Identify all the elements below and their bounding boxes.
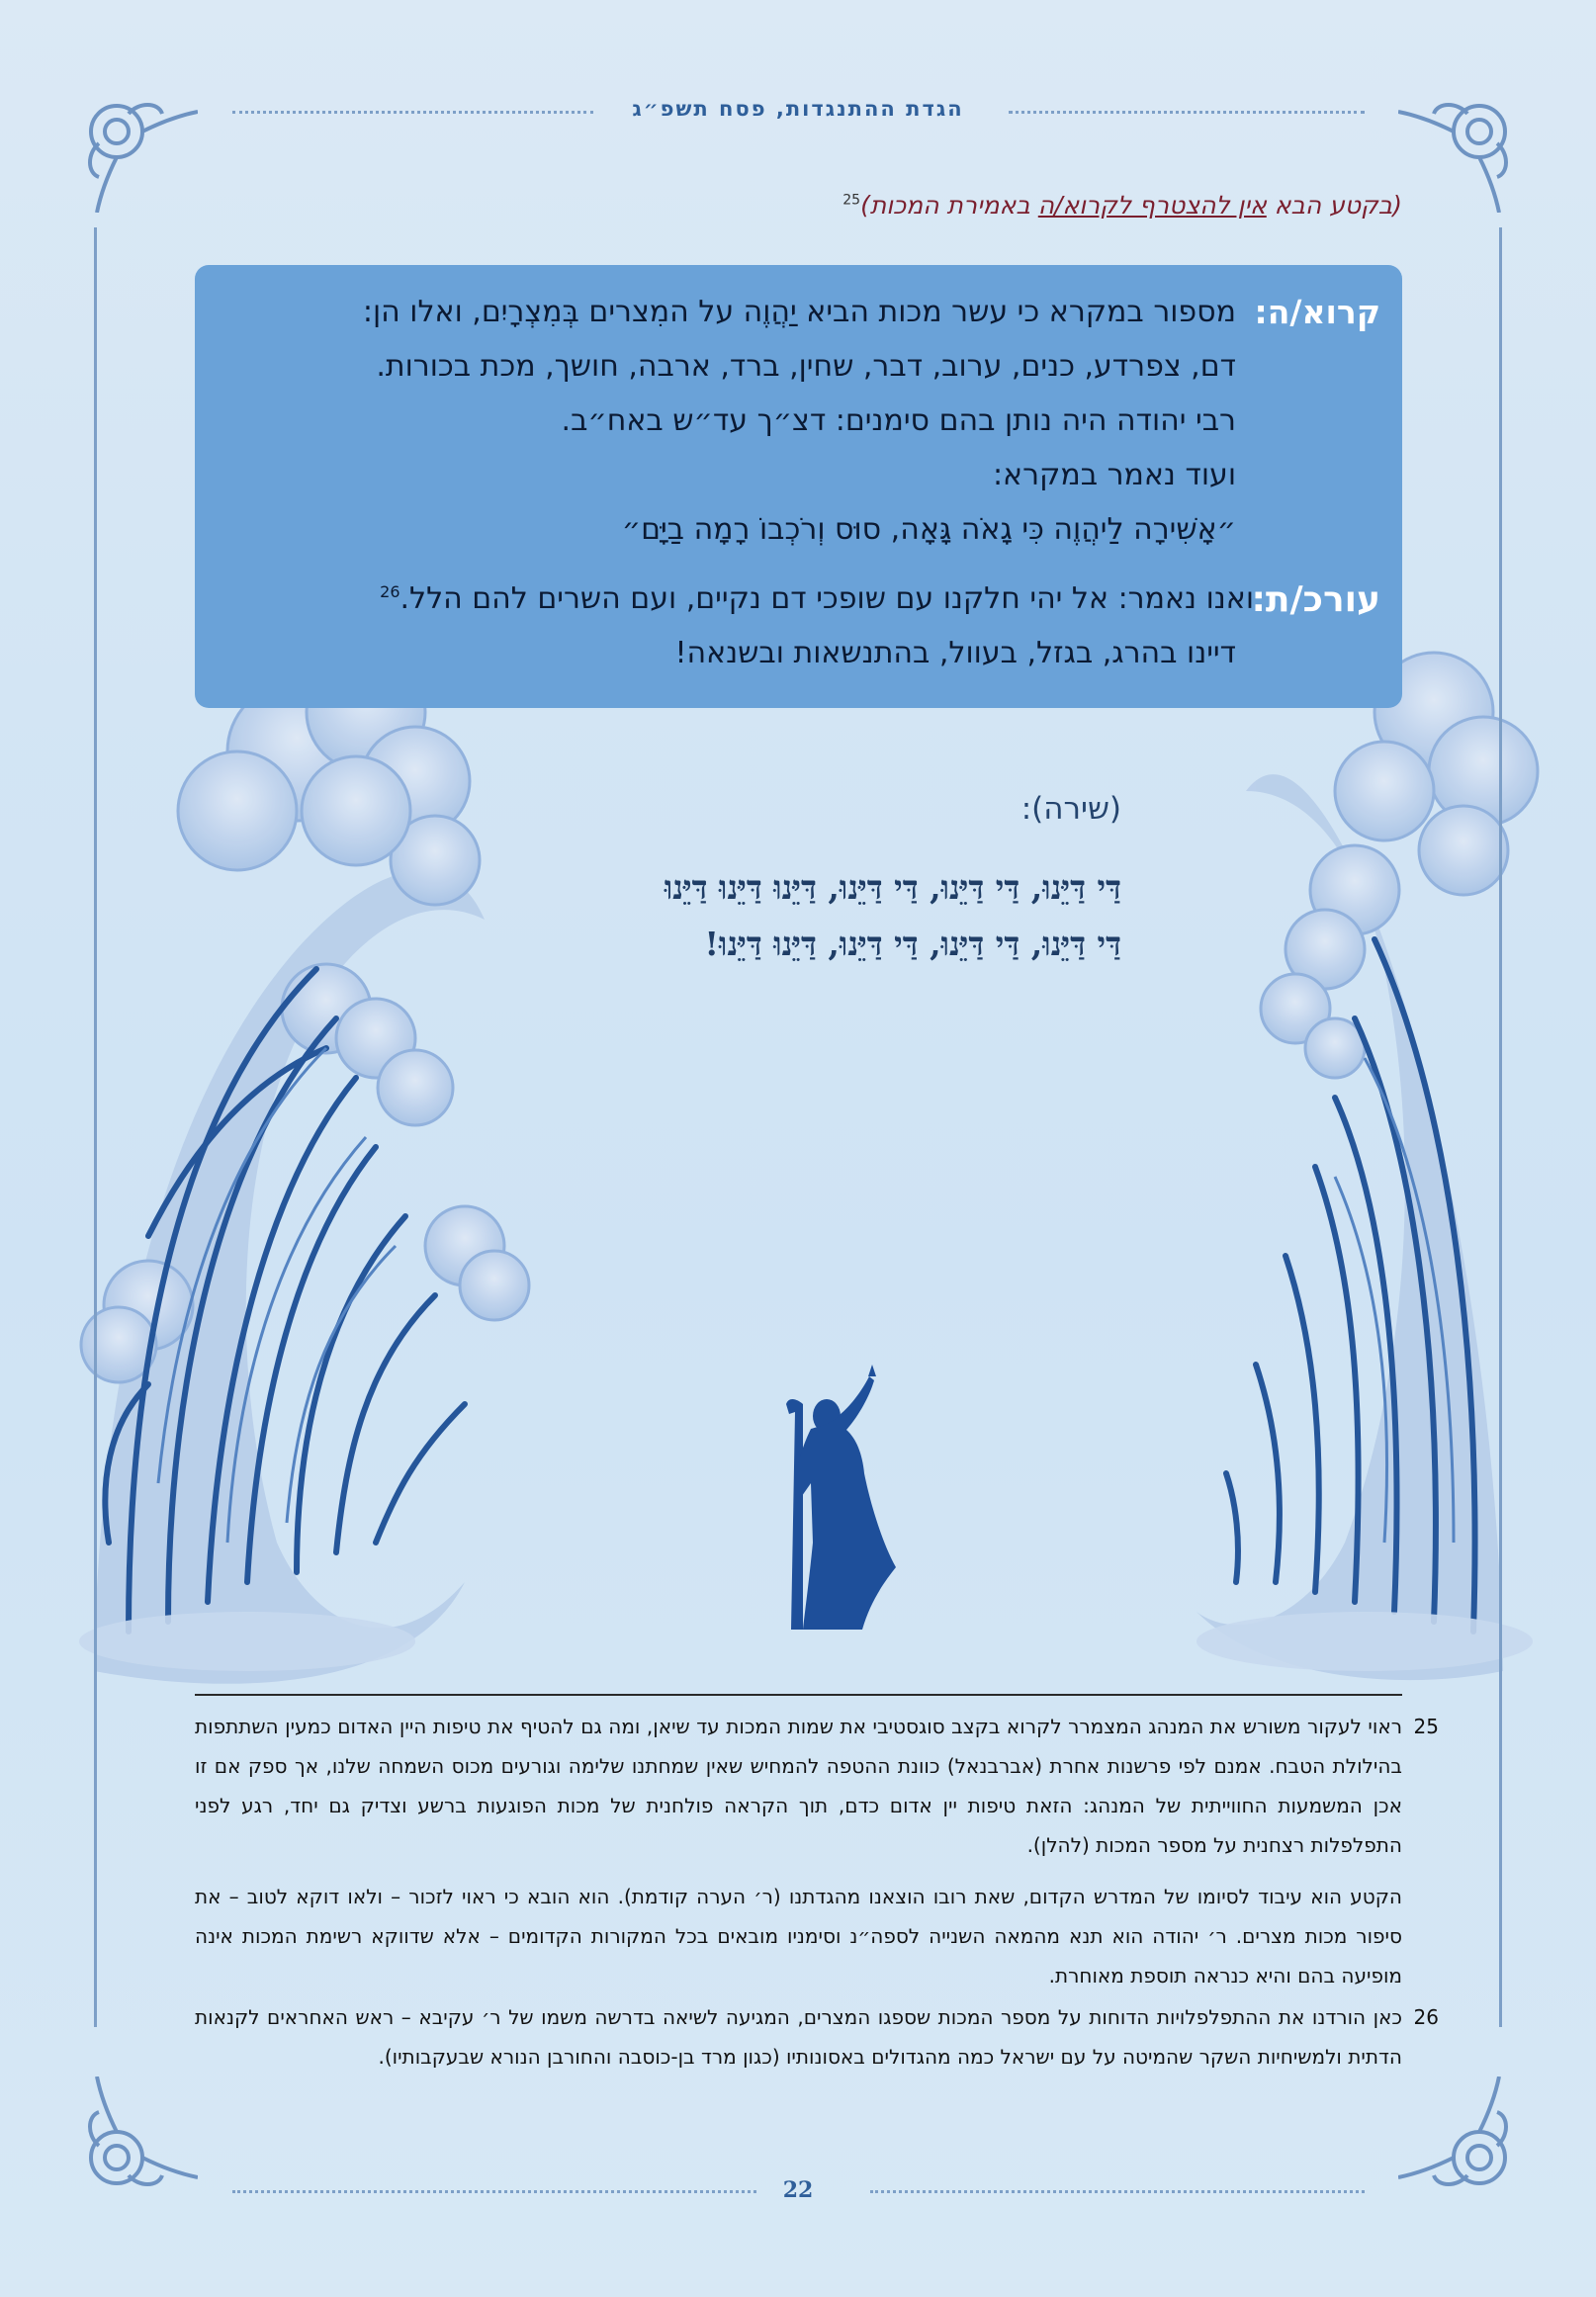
- left-wave: [81, 653, 529, 1684]
- reader-line: דם, צפרדע, כנים, ערוב, דבר, שחין, ברד, ארבה, חושך, מכת בכורות.: [376, 349, 1236, 384]
- reader-line: ועוד נאמר במקרא:: [992, 458, 1236, 492]
- footnote-paragraph: הקטע הוא עיבוד לסיומו של המדרש הקדום, שאת רובו הוצאנו מהגדתנו (ר׳ הערה קודמת). הוא הובא כי ראוי לזכור – ולאו דוקא לטוב – את סיפור מכות מצרים. ר׳ יהודה הוא תנא מהמאה השנייה לספה״נ וסימניו מובאים בכל המקורות הקדומים – אלא שדווקא רשימת המכות אינה מופיעה בהם והיא כנראה תוספת מאוחרת.: [195, 1885, 1402, 1988]
- leader-line: [380, 581, 1254, 616]
- instruction-note: [842, 191, 1402, 220]
- footnote-25-continued: [195, 1877, 1402, 1995]
- reader-line: רבי יהודה היה נותן בהם סימנים: דצ״ך עד״ש באח״ב.: [561, 403, 1236, 438]
- instruction-prefix: (בקטע הבא: [1266, 191, 1402, 220]
- frame-left: [94, 227, 97, 2027]
- leader-line-text: ואנו נאמר: אל יהי חלקנו עם שופכי דם נקיים, ועם השרים להם הלל.: [399, 581, 1254, 616]
- song-line: דַּי דַּיֵּנוּ, דַּי דַּיֵּנוּ, דַּי דַּיֵּנוּ, דַּיֵּנוּ דַּיֵּנוּ!: [704, 925, 1121, 963]
- leader-role-label: עורכ/ת:: [1251, 579, 1380, 620]
- reading-box: [195, 265, 1402, 708]
- reader-line: ״אָשִׁירָה לַיהֲוֶה כִּי גָאֹה גָּאָה, סוּס וְרֹכְבוֹ רָמָה בַיָּם״: [621, 512, 1236, 547]
- footnote-ref[interactable]: 26: [380, 582, 400, 601]
- instruction-suffix: באמירת המכות): [860, 191, 1038, 220]
- instruction-emphasis: אין להצטרף לקרוא/ה: [1037, 191, 1267, 220]
- reader-line: מספור במקרא כי עשר מכות הביא יַהֲוֶה על המִצרים בְּמִצְרָיִם, ואלו הן:: [362, 295, 1236, 329]
- footnote-paragraph: ראוי לעקור משורש את המנהג המצמרר לקרוא בקצב סוגסטיבי את שמות המכות עד שיאן, ומה גם להטיף את טיפות היין האדום כמעין השתתפות בהילולת הטבח. אמנם לפי פרשנות אחרת (אברבנאל) כוונת ההטפה להמחיש שאין שמחתנו שלימה וגורעים מכוס השמחה שלנו, אך ספק אם זו אכן המשמעות החווייתית של המנהג: הזאת טיפות יין אדום כדם, תוך הקראה פולחנית של מכות הפוגעות ברשע וצדיק גם יחד, רגע לפני התפלפלות רצחנית על מספר המכות (להלן).: [195, 1715, 1402, 1857]
- song-label: (שירה):: [1020, 791, 1121, 827]
- right-wave: [1197, 653, 1538, 1680]
- footnote-25: [195, 1707, 1439, 1865]
- leader-line: דיינו בהרג, בגזל, בעוול, בהתנשאות ובשנאה!: [674, 636, 1236, 670]
- page-number: 22: [782, 2177, 814, 2203]
- footnote-number: 26: [1413, 2005, 1439, 2029]
- song-line: דַּי דַּיֵּנוּ, דַּי דַּיֵּנוּ, דַּי דַּיֵּנוּ, דַּיֵּנוּ דַּיֵּנוּ דַּיֵּנוּ: [664, 868, 1121, 907]
- footnote-number: 25: [1413, 1715, 1439, 1738]
- moses-figure-icon: [786, 1365, 896, 1630]
- footnote-separator: [195, 1694, 1402, 1696]
- reader-role-label: קרוא/ה:: [1254, 293, 1380, 331]
- footnote-26: [195, 1997, 1439, 2076]
- footnote-paragraph: כאן הורדנו את ההתפלפלויות הדוחות על מספר המכות שספגו המצרים, המגיעה לשיאה בדרשה משמו של ר׳ עקיבא – ראש האחראים לקנאות הדתית ולמשיחיות השקר שהמיטה על עם ישראל כמה מהגדולים באסונותיו (כגון מרד בן-כוסבה והחורבן הנורא שבעקבותיו).: [195, 2005, 1402, 2069]
- footnote-ref[interactable]: 25: [842, 192, 861, 209]
- frame-right: [1499, 227, 1502, 2027]
- running-header: הגדת ההתנגדות, פסח תשפ״ג: [632, 97, 964, 121]
